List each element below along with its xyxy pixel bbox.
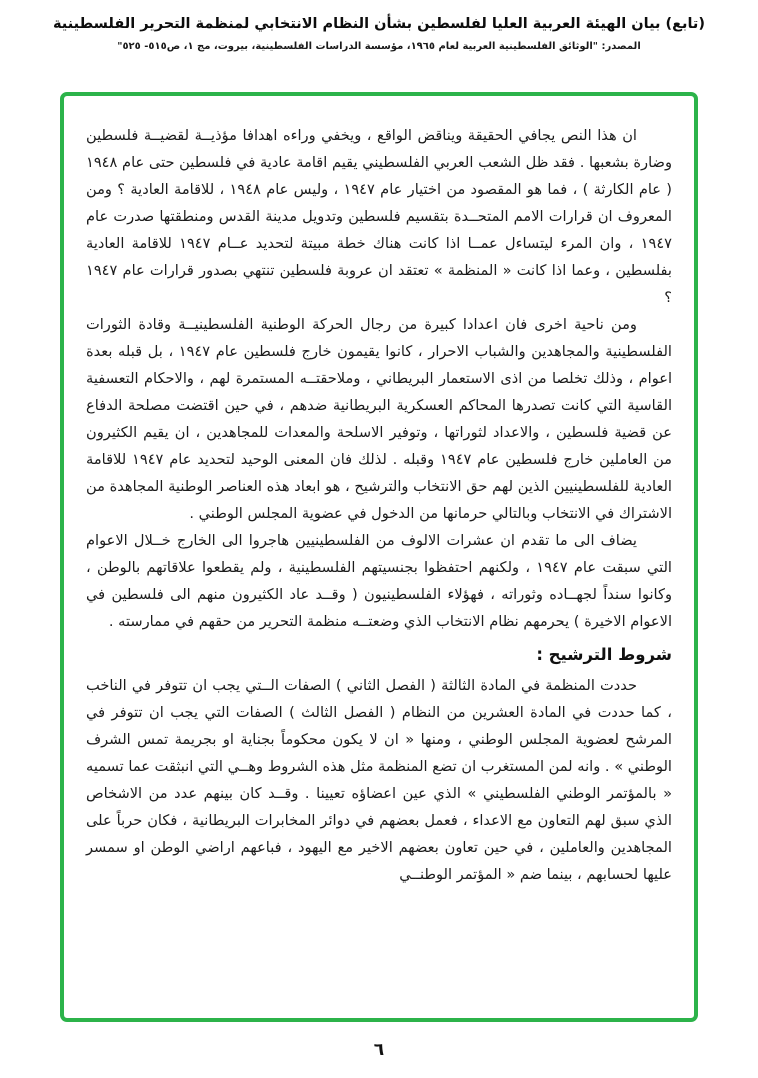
green-border-frame [60, 92, 698, 1022]
paragraph: حددت المنظمة في المادة الثالثة ( الفصل الثاني ) الصفات الــتي يجب ان تتوفر في الناخب ، كما حددت في المادة العشرين من النظام ( الفصل الثالث ) الصفات التي يجب ان تتوفر في المرشح لعضوية المجلس الوطني ، ومنها « ان لا يكون محكوماً بجناية او بجريمة تمس الشرف الوطني » . وانه لمن المستغرب ان تضع المنظمة مثل هذه الشروط وهــي التي انبثقت عما تسميه « بالمؤتمر الوطني الفلسطيني » الذي عين اعضاؤه تعيينا . وقــد كان بينهم عدد من الاشخاص الذي سبق لهم التعاون مع الاعداء ، فعمل بعضهم في دوائر المخابرات البريطانية ، فكان حرباً على المجاهدين والعاملين ، في حين تعاون بعضهم الاخير مع اليهود ، فباعهم اراضي الوطن او سمسر عليها لحسابهم ، بينما ضم « المؤتمر الوطنــي [86, 677, 672, 883]
section-heading-candidacy-conditions: شروط الترشيح : [536, 645, 672, 664]
page-header [0, 0, 758, 52]
document-title: (تابع) بيان الهيئة العربية العليا لفلسطين بشأن النظام الانتخابي لمنظمة التحرير الفلسطينية [52, 16, 705, 32]
page-number: ٦ [373, 1040, 385, 1060]
source-line: المصدر: "الوثائق الفلسطينية العربية لعام ١٩٦٥، مؤسسة الدراسات الفلسطينية، بيروت، مج ١، ص٥١٥- ٥٢٥" [117, 41, 641, 52]
paragraph: يضاف الى ما تقدم ان عشرات الالوف من الفلسطينيين هاجروا الى الخارج خــلال الاعوام التي سبقت عام ١٩٤٧ ، ولكنهم احتفظوا بجنسيتهم الفلسطينية ، ولم يقطعوا علاقاتهم بالوطن ، وكانوا سنداً لجهــاده وثوراته ، فهؤلاء الفلسطينيون ( وقــد عاد الكثيرون منهم الى فلسطين في الاعوام الاخيرة ) يحرمهم نظام الانتخاب الذي وضعتــه منظمة التحرير من حقهم في ممارسته . [86, 532, 672, 630]
paragraph: ومن ناحية اخرى فان اعدادا كبيرة من رجال الحركة الوطنية الفلسطينيــة وقادة الثورات الفلسطينية والمجاهدين والشباب الاحرار ، كانوا يقيمون خارج فلسطين عام ١٩٤٧ ، بل قبله بعدة اعوام ، وذلك تخلصا من اذى الاستعمار البريطاني ، وملاحقتــه المستمرة لهم ، والاحكام التعسفية القاسية التي كانت تصدرها المحاكم العسكرية البريطانية ضدهم ، في حين اقتضت مصلحة الدفاع عن قضية فلسطين ، والاعداد لثوراتها ، وتوفير الاسلحة والمعدات للمجاهدين ، ان يقيم الكثيرون من العاملين خارج فلسطين عام ١٩٤٧ وقبله . لذلك فان المعنى الوحيد لتحديد عام ١٩٤٧ للاقامة العادية للفلسطينيين الذين لهم حق الانتخاب والترشيح ، هو ابعاد هذه العناصر الوطنية المجاهدة من الاشتراك في الانتخاب وبالتالي حرمانها من الدخول في عضوية المجلس الوطني . [86, 316, 673, 522]
document-body [86, 122, 672, 888]
paragraph: ان هذا النص يجافي الحقيقة ويناقض الواقع ، ويخفي وراءه اهدافا مؤذيــة لقضيــة فلسطين وضارة بشعبها . فقد ظل الشعب العربي الفلسطيني يقيم اقامة عادية في فلسطين حتى عام ١٩٤٨ ( عام الكارثة ) ، فما هو المقصود من اختيار عام ١٩٤٧ ، وليس عام ١٩٤٨ ، للاقامة العادية ؟ ومن المعروف ان قرارات الامم المتحــدة بتقسيم فلسطين وتدويل مدينة القدس ومنطقتها صدرت عام ١٩٤٧ ، وان المرء ليتساءل عمــا اذا كانت هناك خطة مبيتة لتحديد عــام ١٩٤٧ للاقامة العادية بفلسطين ، وعما اذا كانت « المنظمة » تعتقد ان عروبة فلسطين تنتهي بصدور قرارات عام ١٩٤٧ ؟ [86, 127, 672, 306]
